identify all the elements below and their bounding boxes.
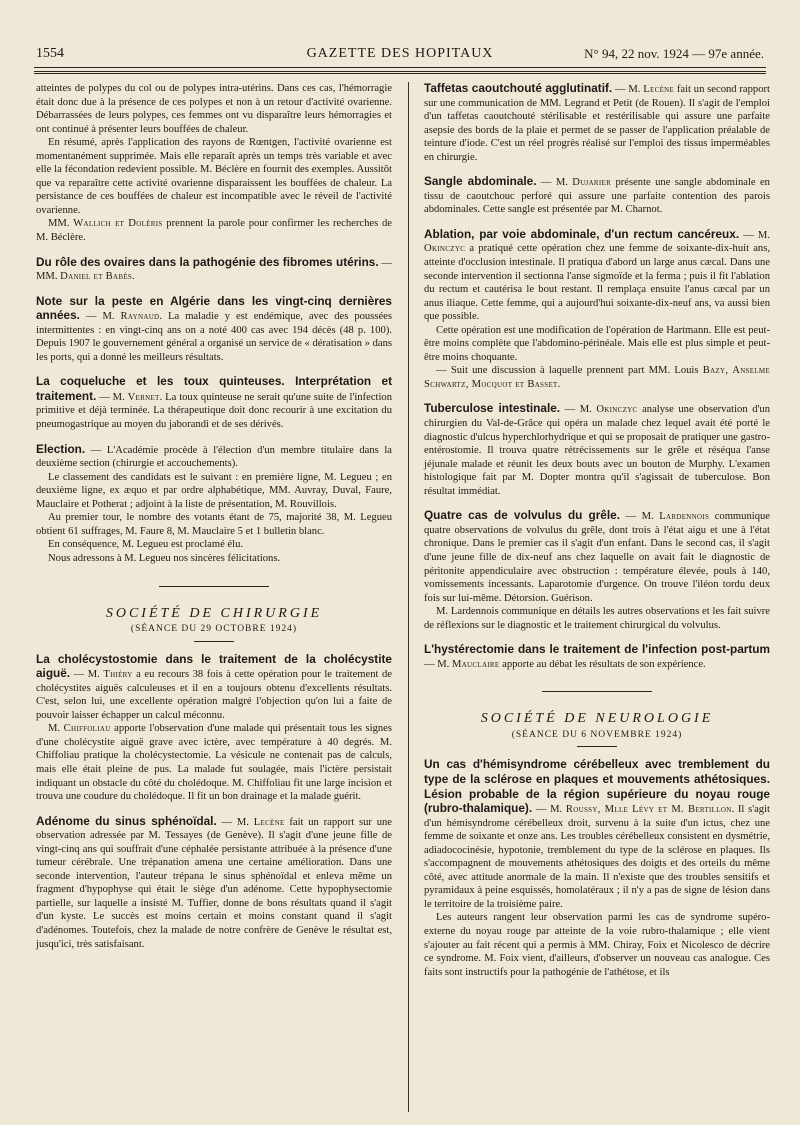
article-title: Sangle abdominale. — [424, 174, 537, 189]
journal-title: GAZETTE DES HOPITAUX — [306, 46, 494, 61]
article-hemisyndrome: Un cas d'hémisyndrome cérébelleux avec tremblement du type de la sclérose en plaques et mouvements athétosiques. Lésion probable de la région supérieure du noyau rouge (rubro-thalamique). — M. Roussy, Mlle Lévy et M. Bertillon. Il s'agit d'un hémisyndrome cérébelleux droit, survenu à la suite d'un ictus, chez une femme de soixante et onze ans. Les troubles cérébelleux consistent en dysmétrie, adiadococinésie, hypotonie, tremblement du type de la sclérose en plaques. Ils s'accompagnent de mouvements athétosiques des doigts et des orteils du même côté, avec attitude anormale de la main. Il n'existe que des troubles sensitifs et pyramidaux à peine esquissés, homolatéraux ; il n'y a pas de signe de lésion dans le territoire de la troisième paire. — [424, 757, 770, 910]
right-column — [424, 82, 770, 979]
paragraph: Nous adressons à M. Legueu nos sincères félicitations. — [48, 552, 281, 564]
article-title: Election. — [36, 441, 86, 456]
article-volvulus: Quatre cas de volvulus du grêle. — M. Lardennois communique quatre observations de volvulus du grêle, dont trois à l'état aigu et une à l'état chronique. Dans le premier cas il s'agit d'un enfant. Dans le second cas, il s'agit d'une jeune fille de dix-neuf ans chez laquelle on avait fait le diagnostic de péritonite appendiculaire avec obstruction : température élevée, pouls à 140, vomissements incessants. Laparotomie d'urgence. On trouve l'iléon tordu deux fois sur lui-même. Détorsion. Guérison. — [424, 508, 771, 604]
paragraph: — Suit une discussion à laquelle prennent part MM. Louis Bazy, Anselme Schwartz, Mocquot et Basset. — [424, 365, 770, 390]
paragraph: M. Chiffoliau apporte l'observation d'une malade qui présentait tous les signes d'une cholécystite aiguë grave avec ictère, avec température à 40 degrés. M. Chiffoliau pratique la cholécystectomie. La vésicule ne contenait pas de calculs, mais elle était pleine de pus. La malade fut soulagée, mais l'ictère persistait indiquant un obstacle du côté du cholédoque. M. Chiffoliau fit une large incision et trouva une coudure du cholédoque. Il fit un bon drainage et la malade guérit. — [36, 723, 392, 803]
article-ablation: Ablation, par voie abdominale, d'un rectum cancéreux. — M. Okinczyc a pratiqué cette opération chez une femme de soixante-dix-huit ans, atteinte d'occlusion intestinale. Il pratiqua d'abord un large anus cæcal. Dans une seconde intervention il sectionna l'anse sigmoïde et la ferma ; puis il fit l'ablation du rectum et cautérisa le bout restant. Il remplaça ensuite l'anus cæcal par un anus iliaque. Cette femme, qui a aujourd'hui soixante-dix-neuf ans, va aussi bien que possible. — [424, 226, 770, 323]
paragraph: MM. Wallich et Doléris prennent la parole pour confirmer les recherches de M. Béclère. — [36, 218, 392, 244]
article-tuberculose: Tuberculose intestinale. — M. Okinczyc analyse une observation d'un chirurgien du Val-de-Grâce qui opéra un malade chez lequel avait été porté le diagnostic d'ulcus hyperchlorhydrique et qui se proposait de pratiquer une gastro-entérostomie. Il trouva quatre rétrécissements sur le grêle et réséqua l'anse jéjunale malade et réunit les deux bouts avec un bouton de Murphy. L'examen histologique fait par M. Dopter montra qu'il s'agissait de tuberculose. Bon résultat immédiat. — [424, 401, 770, 497]
session-date: (SÉANCE DU 6 NOVEMBRE 1924) — [511, 729, 683, 740]
article-title: La coqueluche et les toux quinteuses. Interprétation et traitement. — [36, 374, 392, 403]
header-rule — [34, 67, 766, 68]
article-cholecystostomie: La cholécystostomie dans le traitement de la cholécystite aiguë. — M. Thiéry a eu recours 38 fois à cette opération pour le traitement de cholécystites aiguës calculeuses et il en a toujours obtenu d'excellents résultats. C'est, selon lui, une excellente opération malgré l'objection qu'on lui a faite de pouvoir laisser échapper un calcul méconnu. — [36, 651, 392, 721]
article-peste: Note sur la peste en Algérie dans les vingt-cinq dernières années. — M. Raynaud. La maladie y est endémique, avec des poussées intermittentes : en vingt-cinq ans on a noté 400 cas avec 194 décès (48 p. 100). Depuis 1907 le gouvernement général a organisé un service de « dératisation » dans les ports, qui a donné les meilleurs résultats. — [36, 293, 392, 363]
page-number: 1554 — [36, 46, 64, 61]
paragraph: En résumé, après l'application des rayons de Rœntgen, l'activité ovarienne est momentanément supprimée. Mais elle reparaît après un temps très variable et avec elle la fécondation redevient possible. M. Béclère en fournit des exemples. Aussitôt que va reparaître cette activité ovarienne disparaissent les bouffées de chaleur. La persistance de ces bouffées de chaleur est incompatible avec le réveil de l'activité ovarienne. — [36, 137, 392, 216]
paragraph: En conséquence, M. Legueu est proclamé élu. — [48, 539, 244, 551]
left-column — [36, 82, 392, 951]
article-title: Taffetas caoutchouté agglutinatif. — [424, 81, 613, 95]
article-title: La cholécystostomie dans le traitement de la cholécystite aiguë. — [36, 651, 392, 681]
paragraph: Au premier tour, le nombre des votants étant de 75, majorité 38, M. Legueu obtient 61 suffrages, M. Faure 8, M. Mauclaire 5 et 1 bulletin blanc. — [36, 512, 392, 537]
article-title: Du rôle des ovaires dans la pathogénie des fibromes utérins. — [36, 254, 379, 269]
article-title: Quatre cas de volvulus du grêle. — [424, 508, 620, 523]
article-title: Note sur la peste en Algérie dans les vingt-cinq dernières années. — [36, 293, 392, 323]
article-title: L'hystérectomie dans le traitement de l'infection post-partum — [424, 642, 770, 657]
article-sangle: Sangle abdominale. — M. Dujarier présente une sangle abdominale en tissu de caoutchouc perforé qui assure une parfaite contention des parois abdominales. Cette sangle est présentée par M. Charnot. — [424, 174, 770, 216]
article-title: Adénome du sinus sphénoïdal. — [36, 813, 217, 828]
page-header — [36, 40, 764, 66]
article-taffetas: Taffetas caoutchouté agglutinatif. — M. Lecène fait un second rapport sur une communication de MM. Legrand et Petit (de Rouen). Il s'agit de l'emploi d'un taffetas caoutchouté stérilisable et restérilisable qui assure une parfaite asepsie des bords de la plaie et permet de se passer de l'application préalable de teinture d'iode. C'est un réel progrès réalisé sur l'emploi des tissus imperméables en chirurgie. — [424, 81, 770, 163]
article-ovaires: Du rôle des ovaires dans la pathogénie des fibromes utérins. — MM. Daniel et Babès. — [36, 254, 392, 283]
article-adenome: Adénome du sinus sphénoïdal. — M. Lecène fait un rapport sur une observation adressée par M. Tessayes (de Genève). Il s'agit d'une jeune fille de vingt-cinq ans qui souffrait d'une céphalée persistante attribuée à la présence d'une tumeur cérébrale. Une trépanation amena une certaine amélioration. Dans une seconde intervention, l'auteur trépana le sinus sphénoïdal et enleva même un fragment d'hypophyse qui était le siège d'un adénome. Cette hypophysectomie partielle, sur laquelle a insisté M. Tuffier, donne de bons résultats quand il s'agit d'un kyste. Le succès est moins certain et moins constant quand il s'agit d'adénomes. Toutefois, chez la malade de notre confrère de Genève le résultat est, jusqu'ici, très satisfaisant. — [36, 813, 392, 950]
session-date: (SÉANCE DU 29 OCTOBRE 1924) — [130, 624, 298, 635]
article-title: Un cas d'hémisyndrome cérébelleux avec tremblement du type de la sclérose en plaques et mouvements athétosiques. Lésion probable de la région supérieure du noyau rouge (rubro-thalamique). — [424, 757, 770, 816]
paragraph: M. Lardennois communique en détails les autres observations et les fait suivre de réflexions sur le diagnostic et le traitement chirurgical du volvulus. — [424, 606, 770, 631]
article-title: Ablation, par voie abdominale, d'un rectum cancéreux. — [424, 226, 740, 241]
article-title: Tuberculose intestinale. — [424, 401, 561, 416]
paragraph: Cette opération est une modification de l'opération de Hartmann. Elle est peut-être moins complète que l'abdomino-périnéale. Mais elle est plus simple et peut-être moins choquante. — [424, 324, 770, 363]
header-rule — [34, 73, 766, 74]
paragraph: Les auteurs rangent leur observation parmi les cas de syndrome supéro-externe du noyau rouge par atteinte de la voie rubro-thalamique ; elle vient s'ajouter au fait récent qui a permis à MM. Chiray, Foix et Nicolesco de décrire ce syndrome. M. Foix vient, d'ailleurs, d'observer un nouveau cas analogue. Ces faits sont instructifs pour la pathogénie de l'athétose, et ils — [424, 912, 770, 978]
article-hysterectomie: L'hystérectomie dans le traitement de l'infection post-partum — M. Mauclaire apporte au débat les résultats de son expérience. — [424, 642, 770, 670]
society-title: SOCIÉTÉ DE NEUROLOGIE — [480, 711, 714, 727]
society-title: SOCIÉTÉ DE CHIRURGIE — [105, 605, 323, 621]
header-rule — [34, 71, 766, 72]
author-names: Wallich et Doléris — [73, 218, 163, 230]
article-election: Election. — L'Académie procède à l'élection d'un membre titulaire dans la deuxième section (chirurgie et accouchements). — [36, 441, 392, 470]
column-divider — [408, 82, 409, 1112]
article-coqueluche: La coqueluche et les toux quinteuses. Interprétation et traitement. — M. Vernet. La toux quinteuse ne serait qu'une suite de l'infection primitive et déjà terminée. La thérapeutique doit donc recourir à une excitation du pneumogastrique au moyen du jaborandi et de ses dérivés. — [36, 374, 393, 431]
paragraph: Le classement des candidats est le suivant : en première ligne, M. Legueu ; en deuxième ligne, ex æquo et par ordre alphabétique, MM. Auvray, Duval, Faure, Mauclaire et Potherat ; adjoint à la liste de présentation, M. Rouvillois. — [36, 471, 392, 510]
paragraph: atteintes de polypes du col ou de polypes intra-utérins. Dans ces cas, l'hémorragie était donc due à la présence de ces polypes et non à un retour d'activité ovarienne. Débarrassées de leurs polypes, ces femmes ont vu disparaître leurs hémorragies et ont continué à présenter leurs bouffées de chaleur. — [36, 83, 392, 135]
issue-info: N° 94, 22 nov. 1924 — 97e année. — [584, 46, 764, 61]
